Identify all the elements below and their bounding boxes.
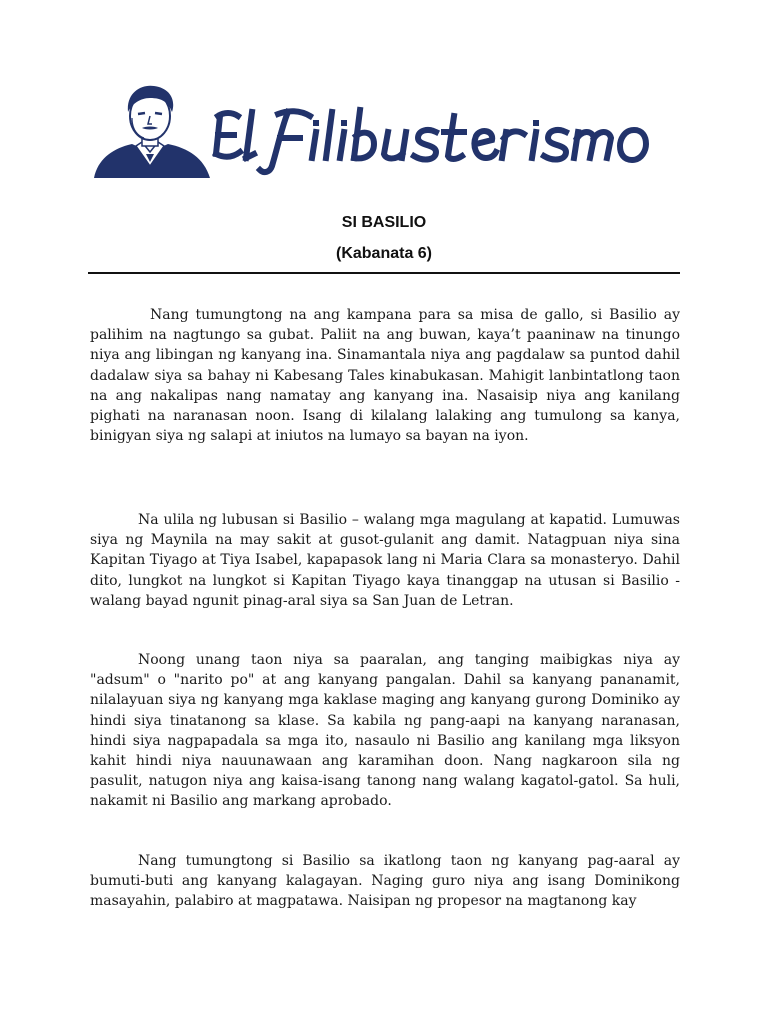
banner-title-lettering — [216, 110, 646, 172]
portrait-illustration — [94, 86, 210, 178]
banner-graphic — [92, 82, 682, 182]
title-divider — [88, 272, 680, 274]
paragraph-4: Nang tumungtong si Basilio sa ikatlong taon ng kanyang pag-aaral ay bumuti-buti ang kanyang kalagayan. Naging guro niya ang isang Dominikong masayahin, palabiro at magpatawa. Naisipan ng propesor na magtanong kay — [90, 853, 680, 910]
paragraph-1: Nang tumungtong na ang kampana para sa misa de gallo, si Basilio ay palihim na nagtungo sa gubat. Paliit na ang buwan, kaya’t paaninaw na tinungo niya ang libingan ng kanyang ina. Sinamantala niya ang pagdalaw sa puntod dahil dadalaw siya sa bahay ni Kabesang Tales kinabukasan. Mahigit lanbintatlong taon na ang nakalipas nang namatay ang kanyang ina. Nasaisip niya ang kanilang pighati na naranasan noon. Isang di kilalang lalaking ang tumulong sa kanya, binigyan siya ng salapi at iniutos na lumayo sa bayan na iyon. — [90, 307, 680, 445]
section-title: SI BASILIO — [341, 214, 427, 231]
title-banner — [92, 82, 682, 182]
paragraph-3: Noong unang taon niya sa paaralan, ang tanging maibigkas niya ay "adsum" o "narito po" at ang kanyang pangalan. Dahil sa kanyang pananamit, nilalayuan siya ng kanyang mga kaklase maging ang kanyang gurong Dominiko ay hindi siya tinatanong sa klase. Sa kabila ng pang-aapi na kanyang naranasan, hindi siya nagpapadala sa mga ito, nasaulo ni Basilio ang kanilang mga liksyon kahit hindi niya nauunawaan ang karamihan doon. Nang nagkaroon sila ng pasulit, natugon niya ang kaisa-isang tanong nang walang kagatol-gatol. Sa huli, nakamit ni Basilio ang markang aprobado. — [90, 652, 680, 810]
paragraph-2: Na ulila ng lubusan si Basilio – walang mga magulang at kapatid. Lumuwas siya ng Maynila na may sakit at gusot-gulanit ang damit. Natagpuan niya sina Kapitan Tiyago at Tiya Isabel, kapapasok lang ni Maria Clara sa monasteryo. Dahil dito, lungkot na lungkot si Kapitan Tiyago kaya tinanggap na utusan si Basilio - walang bayad ngunit pinag-aral siya sa San Juan de Letran. — [90, 512, 680, 609]
chapter-subtitle: (Kabanata 6) — [335, 245, 433, 262]
